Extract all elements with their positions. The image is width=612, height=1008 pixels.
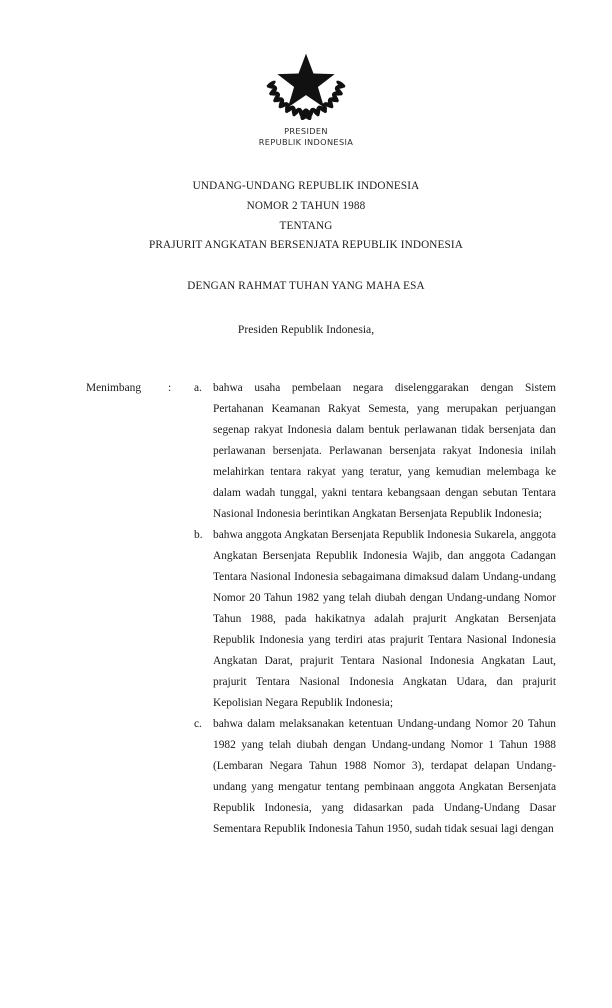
document-title-block	[0, 177, 612, 256]
title-line-number: NOMOR 2 TAHUN 1988	[246, 199, 366, 212]
title-line-subject: PRAJURIT ANGKATAN BERSENJATA REPUBLIK INDONESIA	[149, 239, 463, 252]
consideration-item	[194, 525, 556, 714]
blessing-line: DENGAN RAHMAT TUHAN YANG MAHA ESA	[187, 280, 425, 292]
consideration-item	[194, 378, 556, 525]
consideration-text: bahwa dalam melaksanakan ketentuan Undang-undang Nomor 20 Tahun 1982 yang telah diubah dengan Undang-undang Nomor 1 Tahun 1988 (Lembaran Negara Tahun 1988 Nomor 3), terdapat delapan Undang- undang yang mengatur tentang pembinaan anggota Angkatan Bersenjata Republik Indonesia, yang didasarkan pada Undang-Undang Dasar Sementara Republik Indonesia Tahun 1950, sudah tidak sesuai lagi dengan	[213, 718, 556, 835]
consideration-text: bahwa usaha pembelaan negara diselenggarakan dengan Sistem Pertahanan Keamanan Rakyat Semesta, yang merupakan perjuangan segenap rakyat Indonesia dalam bentuk perlawanan tidak bersenjata dan perlawanan bersenjata. Perlawanan bersenjata rakyat Indonesia inilah melahirkan tentara rakyat yang teratur, yang kemudian melembaga ke dalam wadah tunggal, yakni tentara kebangsaan dengan sebutan Tentara Nasional Indonesia berintikan Angkatan Bersenjata Republik Indonesia;	[213, 382, 556, 520]
consideration-marker: b.	[194, 529, 203, 541]
considerations-items	[194, 378, 612, 840]
consideration-item	[194, 714, 556, 840]
title-line-about: TENTANG	[279, 219, 333, 232]
emblem-caption	[0, 126, 612, 147]
emblem-caption-line1: PRESIDEN	[284, 126, 328, 136]
considerations-row	[0, 378, 612, 840]
emblem-caption-line2: REPUBLIK INDONESIA	[258, 136, 354, 147]
considerations-label: Menimbang	[86, 382, 142, 394]
considerations-colon: :	[168, 382, 172, 394]
consideration-text: bahwa anggota Angkatan Bersenjata Republik Indonesia Sukarela, anggota Angkatan Bersenjata Republik Indonesia Wajib, dan anggota Cadangan Tentara Nasional Indonesia sebagaimana dimaksud dalam Undang-undang Nomor 20 Tahun 1982 yang telah diubah dengan Undang-undang Nomor Tahun 1988, pada hakikatnya adalah prajurit Angkatan Bersenjata Republik Indonesia yang terdiri atas prajurit Tentara Nasional Indonesia Angkatan Darat, prajurit Tentara Nasional Indonesia Angkatan Laut, prajurit Tentara Nasional Indonesia Angkatan Udara, dan prajurit Kepolisian Negara Republik Indonesia;	[213, 529, 556, 709]
presidential-emblem-block	[0, 36, 612, 147]
issuer-line: Presiden Republik Indonesia,	[237, 323, 375, 336]
garuda-star-wreath-emblem-icon	[264, 36, 348, 120]
consideration-marker: c.	[194, 718, 202, 730]
considerations-section	[0, 378, 612, 840]
consideration-marker: a.	[194, 382, 202, 394]
title-line-law-type: UNDANG-UNDANG REPUBLIK INDONESIA	[192, 180, 420, 192]
